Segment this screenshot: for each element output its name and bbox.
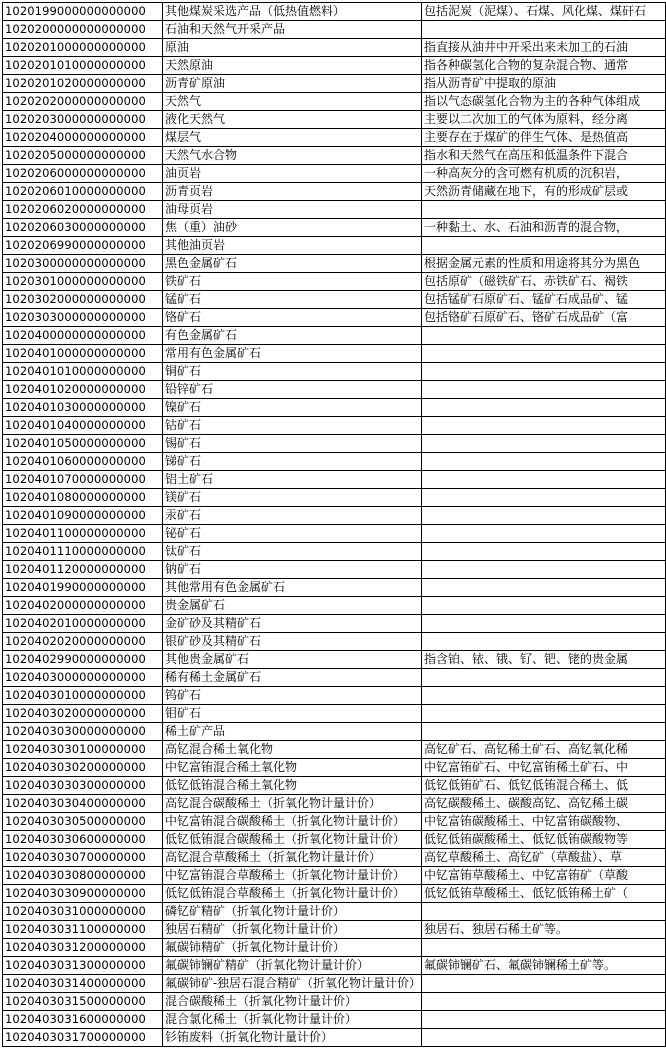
name-cell[interactable]: 焦（重）油砂: [162, 219, 421, 237]
code-cell[interactable]: 1020401020000000000: [3, 381, 163, 399]
description-cell[interactable]: [422, 525, 666, 543]
name-cell[interactable]: 原油: [162, 39, 421, 57]
table-row: [3, 399, 666, 417]
name-cell[interactable]: 金矿砂及其精矿石: [162, 615, 421, 633]
code-cell[interactable]: 1020403000000000000: [3, 669, 163, 687]
description-cell[interactable]: [422, 615, 666, 633]
description-cell[interactable]: [422, 579, 666, 597]
name-cell[interactable]: 其他贵金属矿石: [162, 651, 421, 669]
code-cell[interactable]: 1020206000000000000: [3, 165, 163, 183]
table-row: [3, 1011, 666, 1029]
description-cell[interactable]: [422, 237, 666, 255]
code-cell[interactable]: 1020403030500000000: [3, 813, 163, 831]
table-row: [3, 1029, 666, 1047]
code-cell[interactable]: 1020206010000000000: [3, 183, 163, 201]
table-row: [3, 39, 666, 57]
description-cell[interactable]: 一种黏土、水、石油和沥青的混合物，: [422, 219, 666, 237]
name-cell[interactable]: 其他油页岩: [162, 237, 421, 255]
description-cell[interactable]: [422, 561, 666, 579]
description-cell[interactable]: [422, 903, 666, 921]
name-cell[interactable]: 铜矿石: [162, 363, 421, 381]
name-cell[interactable]: 石油和天然气开采产品: [162, 21, 421, 39]
name-cell[interactable]: 天然气: [162, 93, 421, 111]
description-cell[interactable]: [422, 381, 666, 399]
name-cell[interactable]: 常用有色金属矿石: [162, 345, 421, 363]
table-row: [3, 525, 666, 543]
code-cell[interactable]: 1020403031200000000: [3, 939, 163, 957]
description-cell[interactable]: [422, 993, 666, 1011]
table-row: [3, 597, 666, 615]
description-cell[interactable]: [422, 327, 666, 345]
code-cell[interactable]: 1020400000000000000: [3, 327, 163, 345]
name-cell[interactable]: 汞矿石: [162, 507, 421, 525]
table-row: [3, 633, 666, 651]
code-cell[interactable]: 1020201020000000000: [3, 75, 163, 93]
name-cell[interactable]: 混合碳酸稀土（折氧化物计量计价）: [162, 993, 421, 1011]
name-cell[interactable]: 中钇富铕混合碳酸稀土（折氧化物计量计价）: [162, 813, 421, 831]
name-cell[interactable]: 低钇低铕混合碳酸稀土（折氧化物计量计价）: [162, 831, 421, 849]
name-cell[interactable]: 氟碳铈矿-独居石混合精矿（折氧化物计量计价）: [162, 975, 421, 993]
table-row: [3, 345, 666, 363]
name-cell[interactable]: 煤层气: [162, 129, 421, 147]
description-cell[interactable]: [422, 471, 666, 489]
table-row: [3, 417, 666, 435]
name-cell[interactable]: 混合氯化稀土（折氧化物计量计价）: [162, 1011, 421, 1029]
table-row: [3, 813, 666, 831]
code-cell[interactable]: 1020403031700000000: [3, 1029, 163, 1047]
code-cell[interactable]: 1020401040000000000: [3, 417, 163, 435]
table-row: [3, 21, 666, 39]
name-cell[interactable]: 稀土矿产品: [162, 723, 421, 741]
code-cell[interactable]: 1020403030100000000: [3, 741, 163, 759]
table-row: [3, 291, 666, 309]
code-cell[interactable]: 1020402020000000000: [3, 633, 163, 651]
name-cell[interactable]: 锰矿石: [162, 291, 421, 309]
code-cell[interactable]: 1020403031500000000: [3, 993, 163, 1011]
description-cell[interactable]: 包括锰矿石原矿石、锰矿石成品矿、锰: [422, 291, 666, 309]
description-cell[interactable]: 高钇碳酸稀土、碳酸高钇、高钇稀土碳: [422, 795, 666, 813]
description-cell[interactable]: 包括铬矿石原矿石、铬矿石成品矿（富: [422, 309, 666, 327]
table-row: [3, 615, 666, 633]
table-row: [3, 543, 666, 561]
name-cell[interactable]: 沥青页岩: [162, 183, 421, 201]
name-cell[interactable]: 沥青矿原油: [162, 75, 421, 93]
table-row: [3, 183, 666, 201]
description-cell[interactable]: 包括泥炭（泥煤）、石煤、风化煤、煤矸石: [422, 3, 666, 21]
table-row: [3, 777, 666, 795]
table-row: [3, 723, 666, 741]
code-cell[interactable]: 1020403031000000000: [3, 903, 163, 921]
code-cell[interactable]: 1020201000000000000: [3, 39, 163, 57]
code-cell[interactable]: 1020403031600000000: [3, 1011, 163, 1029]
code-cell[interactable]: 1020206990000000000: [3, 237, 163, 255]
table-row: [3, 795, 666, 813]
code-cell[interactable]: 1020302000000000000: [3, 291, 163, 309]
description-cell[interactable]: [422, 723, 666, 741]
code-cell[interactable]: 1020401120000000000: [3, 561, 163, 579]
name-cell[interactable]: 其他常用有色金属矿石: [162, 579, 421, 597]
code-cell[interactable]: 1020300000000000000: [3, 255, 163, 273]
description-cell[interactable]: 中钇富铕矿石、中钇富铕稀土矿石、中: [422, 759, 666, 777]
code-cell[interactable]: 1020401110000000000: [3, 543, 163, 561]
name-cell[interactable]: 钼矿石: [162, 705, 421, 723]
name-cell[interactable]: 钨矿石: [162, 687, 421, 705]
description-cell[interactable]: [422, 435, 666, 453]
code-cell[interactable]: 1020403030800000000: [3, 867, 163, 885]
table-body: [3, 3, 666, 1047]
description-cell[interactable]: [422, 1029, 666, 1047]
description-cell[interactable]: 中钇富铕碳酸稀土、中钇富铕碳酸物、: [422, 813, 666, 831]
description-cell[interactable]: 天然沥青储藏在地下，有的形成矿层或: [422, 183, 666, 201]
description-cell[interactable]: [422, 975, 666, 993]
code-cell[interactable]: 1020205000000000000: [3, 147, 163, 165]
code-cell[interactable]: 1020201010000000000: [3, 57, 163, 75]
name-cell[interactable]: 高钇混合草酸稀土（折氧化物计量计价）: [162, 849, 421, 867]
description-cell[interactable]: [422, 21, 666, 39]
name-cell[interactable]: 钴矿石: [162, 417, 421, 435]
table-row: [3, 507, 666, 525]
table-row: [3, 687, 666, 705]
table-row: [3, 201, 666, 219]
table-row: [3, 75, 666, 93]
code-cell[interactable]: 1020401100000000000: [3, 525, 163, 543]
description-cell[interactable]: 一种高灰分的含可燃有机质的沉积岩，: [422, 165, 666, 183]
code-cell[interactable]: 1020401000000000000: [3, 345, 163, 363]
description-cell[interactable]: [422, 417, 666, 435]
description-cell[interactable]: 高钇矿石、高钇稀土矿石、高钇氧化稀: [422, 741, 666, 759]
description-cell[interactable]: 主要存在于煤矿的伴生气体、是热值高: [422, 129, 666, 147]
name-cell[interactable]: 锡矿石: [162, 435, 421, 453]
table-row: [3, 957, 666, 975]
name-cell[interactable]: 低钇低铕混合稀土氧化物: [162, 777, 421, 795]
table-row: [3, 453, 666, 471]
name-cell[interactable]: 天然原油: [162, 57, 421, 75]
name-cell[interactable]: 液化天然气: [162, 111, 421, 129]
table-row: [3, 993, 666, 1011]
name-cell[interactable]: 氟碳铈镧矿精矿（折氧化物计量计价）: [162, 957, 421, 975]
description-cell[interactable]: [422, 1011, 666, 1029]
description-cell[interactable]: [422, 687, 666, 705]
name-cell[interactable]: 有色金属矿石: [162, 327, 421, 345]
description-cell[interactable]: 根据金属元素的性质和用途将其分为黑色: [422, 255, 666, 273]
description-cell[interactable]: [422, 489, 666, 507]
name-cell[interactable]: 磷钇矿精矿（折氧化物计量计价）: [162, 903, 421, 921]
spreadsheet-table: [2, 2, 666, 1047]
table-row: [3, 111, 666, 129]
description-cell[interactable]: [422, 705, 666, 723]
description-cell[interactable]: 指含铂、铱、锇、钌、钯、铑的贵金属: [422, 651, 666, 669]
name-cell[interactable]: 油页岩: [162, 165, 421, 183]
code-cell[interactable]: 1020203000000000000: [3, 111, 163, 129]
code-cell[interactable]: 1020403010000000000: [3, 687, 163, 705]
description-cell[interactable]: [422, 345, 666, 363]
code-cell[interactable]: 1020403030400000000: [3, 795, 163, 813]
name-cell[interactable]: 独居石精矿（折氧化物计量计价）: [162, 921, 421, 939]
table-row: [3, 975, 666, 993]
table-row: [3, 705, 666, 723]
code-cell[interactable]: 1020206030000000000: [3, 219, 163, 237]
name-cell[interactable]: 低钇低铕混合草酸稀土（折氧化物计量计价）: [162, 885, 421, 903]
table-row: [3, 651, 666, 669]
code-cell[interactable]: 1020206020000000000: [3, 201, 163, 219]
code-cell[interactable]: 1020401010000000000: [3, 363, 163, 381]
name-cell[interactable]: 其他煤炭采选产品（低热值燃料）: [162, 3, 421, 21]
code-cell[interactable]: 1020401060000000000: [3, 453, 163, 471]
code-cell[interactable]: 1020403031400000000: [3, 975, 163, 993]
description-cell[interactable]: [422, 201, 666, 219]
description-cell[interactable]: 主要以二次加工的气体为原料，经分离: [422, 111, 666, 129]
description-cell[interactable]: [422, 597, 666, 615]
description-cell[interactable]: 低钇低铕矿石、低钇低铕混合稀土、低: [422, 777, 666, 795]
table-row: [3, 759, 666, 777]
table-row: [3, 309, 666, 327]
table-row: [3, 903, 666, 921]
code-cell[interactable]: 1020403030600000000: [3, 831, 163, 849]
description-cell[interactable]: [422, 543, 666, 561]
name-cell[interactable]: 铬矿石: [162, 309, 421, 327]
name-cell[interactable]: 铅锌矿石: [162, 381, 421, 399]
code-cell[interactable]: 1020301000000000000: [3, 273, 163, 291]
table-row: [3, 579, 666, 597]
description-cell[interactable]: [422, 939, 666, 957]
table-row: [3, 327, 666, 345]
code-cell[interactable]: 1020403030300000000: [3, 777, 163, 795]
description-cell[interactable]: 中钇富铕草酸稀土、中钇富铕矿（草酸: [422, 867, 666, 885]
table-row: [3, 3, 666, 21]
description-cell[interactable]: 指直接从油井中开采出来未加工的石油: [422, 39, 666, 57]
code-cell[interactable]: 1020403031300000000: [3, 957, 163, 975]
code-cell[interactable]: 1020200000000000000: [3, 21, 163, 39]
name-cell[interactable]: 油母页岩: [162, 201, 421, 219]
name-cell[interactable]: 银矿砂及其精矿石: [162, 633, 421, 651]
table-row: [3, 867, 666, 885]
description-cell[interactable]: 低钇低铕碳酸稀土、低钇低铕碳酸物等: [422, 831, 666, 849]
table-row: [3, 237, 666, 255]
table-row: [3, 129, 666, 147]
table-row: [3, 669, 666, 687]
name-cell[interactable]: 铁矿石: [162, 273, 421, 291]
code-cell[interactable]: 1020403030200000000: [3, 759, 163, 777]
table-row: [3, 381, 666, 399]
table-row: [3, 273, 666, 291]
table-row: [3, 561, 666, 579]
table-row: [3, 147, 666, 165]
name-cell[interactable]: 中钇富铕混合草酸稀土（折氧化物计量计价）: [162, 867, 421, 885]
code-cell[interactable]: 1020199000000000000: [3, 3, 163, 21]
code-cell[interactable]: 1020401080000000000: [3, 489, 163, 507]
name-cell[interactable]: 镍矿石: [162, 399, 421, 417]
name-cell[interactable]: 铝土矿石: [162, 471, 421, 489]
description-cell[interactable]: 低钇低铕草酸稀土、低钇低铕稀土矿（: [422, 885, 666, 903]
table-row: [3, 921, 666, 939]
description-cell[interactable]: 指从沥青矿中提取的原油: [422, 75, 666, 93]
table-row: [3, 57, 666, 75]
code-cell[interactable]: 1020401030000000000: [3, 399, 163, 417]
description-cell[interactable]: [422, 363, 666, 381]
code-cell[interactable]: 1020401990000000000: [3, 579, 163, 597]
name-cell[interactable]: 高钇混合碳酸稀土（折氧化物计量计价）: [162, 795, 421, 813]
description-cell[interactable]: [422, 399, 666, 417]
table-row: [3, 885, 666, 903]
description-cell[interactable]: 指各种碳氢化合物的复杂混合物、通常: [422, 57, 666, 75]
table-row: [3, 255, 666, 273]
name-cell[interactable]: 氟碳铈精矿（折氧化物计量计价）: [162, 939, 421, 957]
name-cell[interactable]: 铋矿石: [162, 525, 421, 543]
table-row: [3, 489, 666, 507]
description-cell[interactable]: 指以气态碳氢化合物为主的各种气体组成: [422, 93, 666, 111]
name-cell[interactable]: 锑矿石: [162, 453, 421, 471]
table-row: [3, 741, 666, 759]
table-row: [3, 93, 666, 111]
name-cell[interactable]: 天然气水合物: [162, 147, 421, 165]
name-cell[interactable]: 贵金属矿石: [162, 597, 421, 615]
table-row: [3, 849, 666, 867]
name-cell[interactable]: 钛矿石: [162, 543, 421, 561]
table-row: [3, 363, 666, 381]
code-cell[interactable]: 1020204000000000000: [3, 129, 163, 147]
description-cell[interactable]: 包括原矿（磁铁矿石、赤铁矿石、褐铁: [422, 273, 666, 291]
code-cell[interactable]: 1020403030000000000: [3, 723, 163, 741]
description-cell[interactable]: [422, 633, 666, 651]
description-cell[interactable]: [422, 453, 666, 471]
table-row: [3, 939, 666, 957]
code-cell[interactable]: 1020402990000000000: [3, 651, 163, 669]
code-cell[interactable]: 1020401070000000000: [3, 471, 163, 489]
description-cell[interactable]: 指水和天然气在高压和低温条件下混合: [422, 147, 666, 165]
name-cell[interactable]: 稀有稀土金属矿石: [162, 669, 421, 687]
table-row: [3, 831, 666, 849]
table-row: [3, 165, 666, 183]
name-cell[interactable]: 黑色金属矿石: [162, 255, 421, 273]
description-cell[interactable]: 氟碳铈镧矿石、氟碳铈镧稀土矿等。: [422, 957, 666, 975]
table-row: [3, 219, 666, 237]
code-cell[interactable]: 1020303000000000000: [3, 309, 163, 327]
table-row: [3, 435, 666, 453]
description-cell[interactable]: [422, 669, 666, 687]
name-cell[interactable]: 镁矿石: [162, 489, 421, 507]
code-cell[interactable]: 1020403031100000000: [3, 921, 163, 939]
code-cell[interactable]: 1020403030900000000: [3, 885, 163, 903]
description-cell[interactable]: [422, 507, 666, 525]
code-cell[interactable]: 1020402010000000000: [3, 615, 163, 633]
name-cell[interactable]: 高钇混合稀土氧化物: [162, 741, 421, 759]
code-cell[interactable]: 1020202000000000000: [3, 93, 163, 111]
description-cell[interactable]: 独居石、独居石稀土矿等。: [422, 921, 666, 939]
name-cell[interactable]: 中钇富铕混合稀土氧化物: [162, 759, 421, 777]
table-row: [3, 471, 666, 489]
name-cell[interactable]: 钐铕废料（折氧化物计量计价）: [162, 1029, 421, 1047]
code-cell[interactable]: 1020403020000000000: [3, 705, 163, 723]
description-cell[interactable]: 高钇草酸稀土、高钇矿（草酸盐）、草: [422, 849, 666, 867]
name-cell[interactable]: 钠矿石: [162, 561, 421, 579]
code-cell[interactable]: 1020401050000000000: [3, 435, 163, 453]
code-cell[interactable]: 1020402000000000000: [3, 597, 163, 615]
code-cell[interactable]: 1020403030700000000: [3, 849, 163, 867]
code-cell[interactable]: 1020401090000000000: [3, 507, 163, 525]
